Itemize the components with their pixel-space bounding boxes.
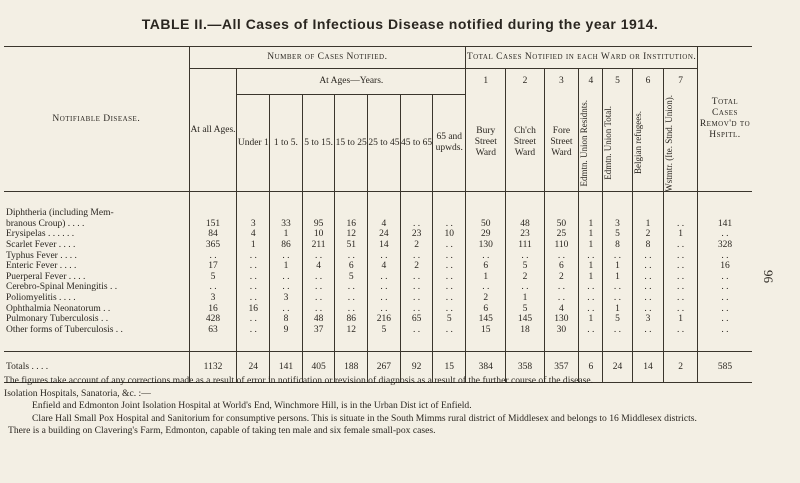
totals-cell: 15 — [433, 352, 466, 383]
table-cell: 130 — [466, 240, 506, 251]
table-cell: 5 — [335, 272, 368, 283]
table-cell: . . — [270, 282, 303, 293]
disease-name: Diphtheria (including Mem- — [6, 208, 114, 219]
table-cell: . . — [237, 251, 270, 262]
table-cell: 16 — [335, 219, 368, 230]
table-cell: 1 — [664, 229, 698, 240]
table-cell: 50 — [544, 219, 579, 230]
table-cell: . . — [664, 293, 698, 304]
ward-church-street: Ch'ch Street Ward — [506, 95, 544, 192]
totals-cell: 405 — [302, 352, 335, 383]
table-cell: . . — [400, 272, 433, 283]
table-cell: 5 — [506, 304, 544, 315]
table-cell: 86 — [335, 314, 368, 325]
header-notifiable-disease: Notifiable Disease. — [52, 113, 141, 124]
table-cell: . . — [335, 304, 368, 315]
table-cell: . . — [302, 304, 335, 315]
table-cell: . . — [270, 304, 303, 315]
table-cell: . . — [237, 272, 270, 283]
ward-bury-street: Bury Street Ward — [466, 95, 506, 192]
table-cell: . . — [189, 282, 237, 293]
table-cell: . . — [237, 282, 270, 293]
table-cell: 3 — [189, 293, 237, 304]
table-cell: . . — [664, 325, 698, 336]
table-cell: 216 — [368, 314, 401, 325]
table-row — [4, 261, 752, 272]
table-cell: 5 — [603, 229, 632, 240]
table-cell: 9 — [270, 325, 303, 336]
header-at-all-ages: At all Ages. — [189, 69, 237, 192]
table-cell: 8 — [632, 240, 664, 251]
table-cell: 2 — [544, 272, 579, 283]
table-cell: 1 — [237, 240, 270, 251]
age-band-45-65: 45 to 65 — [400, 95, 433, 192]
table-cell: . . — [433, 293, 466, 304]
table-cell — [603, 208, 632, 219]
table-cell — [697, 208, 752, 219]
table-cell: 1 — [603, 261, 632, 272]
table-cell: 3 — [603, 219, 632, 230]
table-cell: . . — [697, 293, 752, 304]
totals-cell: 92 — [400, 352, 433, 383]
table-cell: 151 — [189, 219, 237, 230]
note-enfield-hospital: Enfield and Edmonton Joint Isolation Hospital at World's End, Winchmore Hill, is in the Urban Dist ict of Enfield. — [32, 400, 472, 411]
table-cell: . . — [579, 251, 603, 262]
table-cell: . . — [400, 251, 433, 262]
table-cell: . . — [433, 261, 466, 272]
table-cell: 2 — [400, 240, 433, 251]
table-cell: 3 — [632, 314, 664, 325]
table-cell — [632, 208, 664, 219]
table-cell: 6 — [466, 261, 506, 272]
table-cell: 428 — [189, 314, 237, 325]
age-band-1-5: 1 to 5. — [270, 95, 303, 192]
table-cell: . . — [189, 251, 237, 262]
table-cell: . . — [579, 282, 603, 293]
table-cell — [466, 208, 506, 219]
table-cell: 1 — [506, 293, 544, 304]
table-cell: 5 — [603, 314, 632, 325]
table-cell — [664, 208, 698, 219]
totals-cell: 141 — [270, 352, 303, 383]
note-clavering-farm: There is a building on Clavering's Farm, Edmonton, capable of taking ten male and six female small-pox cases. — [8, 425, 436, 436]
totals-cell: 188 — [335, 352, 368, 383]
disease-name: Pulmonary Tuberculosis . . — [6, 314, 109, 325]
table-cell: . . — [433, 272, 466, 283]
table-cell: 110 — [544, 240, 579, 251]
table-cell: 4 — [237, 229, 270, 240]
table-row — [4, 229, 752, 240]
table-cell: . . — [697, 272, 752, 283]
table-cell: 2 — [632, 229, 664, 240]
ward-edmonton-union-residents: Edmtn. Union Residnts. — [579, 99, 590, 187]
table-cell: 37 — [302, 325, 335, 336]
table-cell: 1 — [579, 229, 603, 240]
notes — [4, 375, 774, 438]
table-cell: . . — [697, 251, 752, 262]
table-cell: . . — [466, 282, 506, 293]
table-row — [4, 314, 752, 325]
table-cell: . . — [302, 251, 335, 262]
note-isolation-heading: Isolation Hospitals, Sanatoria, &c. :— — [4, 387, 151, 399]
table-cell: 2 — [466, 293, 506, 304]
ward-number-5: 5 — [603, 69, 632, 95]
table-cell: 5 — [189, 272, 237, 283]
totals-cell: 24 — [603, 352, 632, 383]
table-cell: 1 — [579, 314, 603, 325]
table-cell: 14 — [368, 240, 401, 251]
table-cell: 6 — [466, 304, 506, 315]
table-cell: 6 — [335, 261, 368, 272]
table-cell: . . — [433, 240, 466, 251]
table-cell: . . — [664, 261, 698, 272]
table-cell: 1 — [579, 272, 603, 283]
table-cell: . . — [632, 251, 664, 262]
table-cell: 12 — [335, 325, 368, 336]
table-cell: . . — [664, 240, 698, 251]
table-cell: 16 — [237, 304, 270, 315]
totals-cell: 357 — [544, 352, 579, 383]
table-cell — [237, 208, 270, 219]
table-cell: . . — [400, 304, 433, 315]
table-cell: 4 — [368, 261, 401, 272]
table-cell — [544, 208, 579, 219]
age-band-65-up: 65 and upwds. — [433, 95, 466, 192]
table-body — [4, 192, 752, 383]
totals-cell: 384 — [466, 352, 506, 383]
table-title: TABLE II.—All Cases of Infectious Disease notified during the year 1914. — [141, 16, 659, 32]
table-cell: . . — [368, 272, 401, 283]
table-cell: 48 — [506, 219, 544, 230]
table-cell: . . — [270, 272, 303, 283]
table-cell: . . — [632, 282, 664, 293]
table-cell: 50 — [466, 219, 506, 230]
table-cell: . . — [433, 282, 466, 293]
table-cell: 3 — [237, 219, 270, 230]
table-cell — [335, 208, 368, 219]
header-total-removed: Total Cases Remov'd to Hspitl. — [697, 47, 752, 192]
table-cell: 18 — [506, 325, 544, 336]
table-cell: 365 — [189, 240, 237, 251]
table-cell: . . — [237, 325, 270, 336]
table-cell: 23 — [400, 229, 433, 240]
totals-cell: 1132 — [189, 352, 237, 383]
note-clare-hall: Clare Hall Small Pox Hospital and Sanitorium for consumptive persons. This is situate in the South Mimms rural district of Middlesex and belongs to 16 Middlesex districts. — [32, 412, 697, 424]
table-row — [4, 304, 752, 315]
table-cell: 16 — [189, 304, 237, 315]
table-cell: . . — [368, 304, 401, 315]
table-cell: . . — [466, 251, 506, 262]
table-cell: . . — [579, 304, 603, 315]
ward-westminster: Wstmtr. (Ite. Stnd. Union). — [664, 94, 675, 192]
table-row — [4, 293, 752, 304]
table-cell: 2 — [400, 261, 433, 272]
totals-cell: 24 — [237, 352, 270, 383]
table-cell: 4 — [302, 261, 335, 272]
totals-cell: 585 — [697, 352, 752, 383]
table-cell: 65 — [400, 314, 433, 325]
table-row — [4, 219, 752, 230]
table-cell: . . — [335, 251, 368, 262]
header-at-ages-years: At Ages—Years. — [237, 69, 466, 95]
table-cell: 1 — [632, 219, 664, 230]
disease-name: Puerperal Fever . . . . — [6, 271, 86, 282]
table-cell: 1 — [270, 261, 303, 272]
table-cell: . . — [544, 282, 579, 293]
table-cell: . . — [664, 219, 698, 230]
table-cell: 63 — [189, 325, 237, 336]
age-band-under-1: Under 1 — [237, 95, 270, 192]
ward-number-7: 7 — [664, 69, 698, 95]
totals-cell: 267 — [368, 352, 401, 383]
ward-number-6: 6 — [632, 69, 664, 95]
table-row — [4, 282, 752, 293]
table-cell: . . — [697, 325, 752, 336]
header-total-ward: Total Cases Notified in each Ward or Institution. — [466, 47, 698, 69]
table-cell: . . — [697, 282, 752, 293]
table-cell: 141 — [697, 219, 752, 230]
disease-name: Cerebro-Spinal Meningitis . . — [6, 282, 118, 293]
disease-name: Erysipelas . . . . . . — [6, 229, 75, 240]
table-cell: . . — [579, 325, 603, 336]
age-band-25-45: 25 to 45 — [368, 95, 401, 192]
disease-name: Poliomyelitis . . . . — [6, 293, 76, 303]
table-cell: 10 — [302, 229, 335, 240]
table-cell: . . — [697, 229, 752, 240]
table-cell: 5 — [433, 314, 466, 325]
page-number: 96 — [761, 270, 776, 283]
table-cell: . . — [237, 314, 270, 325]
age-band-15-25: 15 to 25 — [335, 95, 368, 192]
table-cell — [400, 208, 433, 219]
table-cell: 145 — [466, 314, 506, 325]
table-cell: 4 — [544, 304, 579, 315]
table-cell — [579, 208, 603, 219]
table-cell: 16 — [697, 261, 752, 272]
table-cell: . . — [237, 261, 270, 272]
table-cell: 33 — [270, 219, 303, 230]
ward-belgian-refugees: Belgian refugees. — [632, 111, 643, 175]
table-cell: . . — [433, 251, 466, 262]
table-cell: . . — [335, 293, 368, 304]
table-cell: . . — [544, 293, 579, 304]
ward-number-2: 2 — [506, 69, 544, 95]
age-band-5-15: 5 to 15. — [302, 95, 335, 192]
table-row — [4, 325, 752, 336]
table-cell: . . — [506, 282, 544, 293]
table-cell: 84 — [189, 229, 237, 240]
table-cell: . . — [400, 293, 433, 304]
table-cell: . . — [603, 282, 632, 293]
table-cell: . . — [237, 293, 270, 304]
table-cell: . . — [544, 251, 579, 262]
table-cell: 48 — [302, 314, 335, 325]
table-cell: 5 — [368, 325, 401, 336]
table-cell: . . — [400, 282, 433, 293]
table-cell: 145 — [506, 314, 544, 325]
totals-label: Totals . . . . — [6, 362, 49, 373]
table-cell — [368, 208, 401, 219]
infectious-disease-table — [4, 46, 752, 383]
table-cell: 1 — [603, 272, 632, 283]
table-cell: . . — [603, 293, 632, 304]
table-cell: 30 — [544, 325, 579, 336]
table-cell: . . — [433, 304, 466, 315]
table-cell: 25 — [544, 229, 579, 240]
table-cell: . . — [368, 293, 401, 304]
table-cell: . . — [368, 282, 401, 293]
table-cell: 95 — [302, 219, 335, 230]
table-cell: . . — [270, 251, 303, 262]
table-cell: . . — [664, 282, 698, 293]
table-cell: . . — [433, 219, 466, 230]
table-cell: 111 — [506, 240, 544, 251]
table-cell: 130 — [544, 314, 579, 325]
table-cell: . . — [664, 251, 698, 262]
table-cell: . . — [632, 304, 664, 315]
table-cell: 1 — [579, 219, 603, 230]
table-row — [4, 240, 752, 251]
disease-name: branous Croup) . . . . — [6, 218, 85, 229]
note-corrections: The figures take account of any corrections made as a result of error in notification or revision of diagnosis as a result of the further course of the disease. — [4, 375, 594, 386]
table-cell: 328 — [697, 240, 752, 251]
table-cell: 23 — [506, 229, 544, 240]
disease-name: Enteric Fever . . . . — [6, 261, 77, 272]
table-cell: . . — [697, 314, 752, 325]
table-cell: 8 — [270, 314, 303, 325]
table-cell: . . — [632, 261, 664, 272]
table-cell: 3 — [270, 293, 303, 304]
table-cell: . . — [697, 304, 752, 315]
table-cell: 211 — [302, 240, 335, 251]
table-cell: . . — [579, 293, 603, 304]
table-cell: 1 — [270, 229, 303, 240]
ward-fore-street: Fore Street Ward — [544, 95, 579, 192]
totals-cell: 2 — [664, 352, 698, 383]
totals-cell: 6 — [579, 352, 603, 383]
table-cell: 1 — [579, 240, 603, 251]
table-row — [4, 272, 752, 283]
totals-cell: 358 — [506, 352, 544, 383]
table-cell: . . — [603, 325, 632, 336]
table-cell: 10 — [433, 229, 466, 240]
table-cell: . . — [632, 325, 664, 336]
table-cell: . . — [433, 325, 466, 336]
table-cell: . . — [368, 251, 401, 262]
table-cell: . . — [664, 272, 698, 283]
table-cell: . . — [335, 282, 368, 293]
ward-number-3: 3 — [544, 69, 579, 95]
disease-name: Typhus Fever . . . . — [6, 250, 77, 261]
table-cell: . . — [400, 219, 433, 230]
disease-name: Scarlet Fever . . . . — [6, 240, 76, 251]
table-cell: 24 — [368, 229, 401, 240]
ward-number-4: 4 — [579, 69, 603, 95]
table-cell: 8 — [603, 240, 632, 251]
table-cell: . . — [506, 251, 544, 262]
table-cell: 29 — [466, 229, 506, 240]
table-cell: . . — [302, 282, 335, 293]
table-cell: . . — [400, 325, 433, 336]
table-cell: 17 — [189, 261, 237, 272]
table-cell: . . — [632, 293, 664, 304]
table-cell — [189, 208, 237, 219]
table-cell: . . — [302, 293, 335, 304]
ward-number-1: 1 — [466, 69, 506, 95]
table-cell: 5 — [506, 261, 544, 272]
totals-cell: 14 — [632, 352, 664, 383]
table-cell: . . — [664, 304, 698, 315]
table-cell: . . — [632, 272, 664, 283]
table-cell — [433, 208, 466, 219]
table-cell — [506, 208, 544, 219]
table-cell: 6 — [544, 261, 579, 272]
table-cell: 86 — [270, 240, 303, 251]
table-cell — [302, 208, 335, 219]
table-cell: 1 — [664, 314, 698, 325]
table-cell: 51 — [335, 240, 368, 251]
table-cell: 1 — [603, 304, 632, 315]
disease-name: Other forms of Tuberculosis . . — [6, 324, 123, 335]
table-cell: . . — [302, 272, 335, 283]
disease-name: Ophthalmia Neonatorum . . — [6, 303, 111, 314]
table-cell: 12 — [335, 229, 368, 240]
table-cell: 15 — [466, 325, 506, 336]
table-row — [4, 208, 752, 219]
table-row — [4, 251, 752, 262]
table-cell: 1 — [466, 272, 506, 283]
ward-edmonton-union-total: Edmtn. Union Total. — [603, 106, 614, 180]
table-cell: 1 — [579, 261, 603, 272]
header-number-notified: Number of Cases Notified. — [189, 47, 466, 69]
table-cell: 4 — [368, 219, 401, 230]
table-cell — [270, 208, 303, 219]
table-cell: . . — [603, 251, 632, 262]
table-cell: 2 — [506, 272, 544, 283]
